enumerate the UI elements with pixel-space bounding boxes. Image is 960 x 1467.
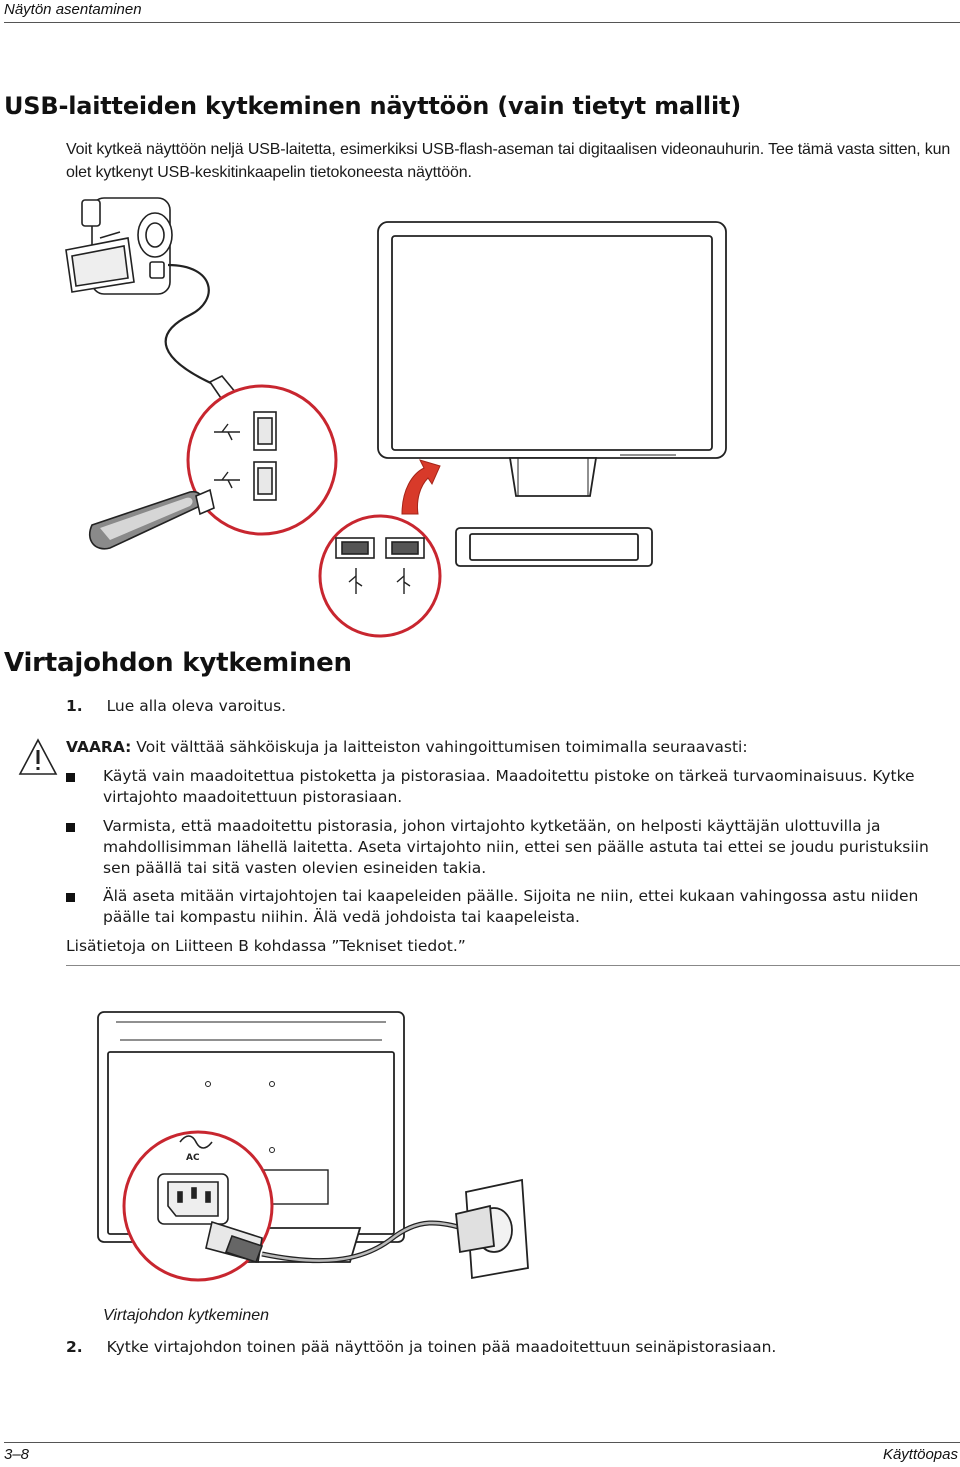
warning-line [66,738,748,756]
camcorder-illustration [66,198,172,294]
bullet-square-icon [66,773,75,782]
warning-text: Voit välttää sähköiskuja ja laitteiston vahingoittumisen toimimalla seuraavasti: [136,738,748,756]
header-divider [4,22,960,23]
usb-flash-drive-illustration [90,490,214,549]
bullet-text: Käytä vain maadoitettua pistoketta ja pistorasiaa. Maadoitettu pistoke on tärkeä turvaominaisuus. Kytke virtajohto maadoitettuun pistorasiaan. [103,767,915,806]
power-section-heading: Virtajohdon kytkeminen [4,648,352,678]
wall-outlet-illustration [456,1180,528,1278]
usb-section-heading: USB-laitteiden kytkeminen näyttöön (vain tietyt mallit) [4,92,742,120]
usb-cable [166,265,215,385]
warning-label: VAARA: [66,738,132,756]
footer-divider [4,1442,960,1443]
step-2 [66,1337,776,1358]
page-number: 3–8 [4,1446,30,1463]
monitor-front-illustration [378,222,726,566]
ac-label: AC [186,1153,200,1163]
bullet-text: Varmista, että maadoitettu pistorasia, johon virtajohto kytketään, on helposti käyttäjän ulottuvilla ja mahdollisimman lähellä laitetta. Aseta virtajohto niin, ettei sen päälle astuta tai ettei se joudu puristuksiin sen päällä tai sitä vasten olevien esineiden takia. [103,817,929,877]
warning-bullet-3 [66,886,946,930]
guide-name: Käyttöopas [882,1446,958,1463]
insert-direction-arrow [402,460,440,514]
warning-triangle-icon [18,738,58,776]
section-divider [66,965,960,966]
usb-connection-figure [0,190,960,630]
more-info-line: Lisätietoja on Liitteen B kohdassa ”Tekniset tiedot.” [66,937,466,955]
step-2-text: Kytke virtajohdon toinen pää näyttöön ja toinen pää maadoitettuun seinäpistorasiaan. [106,1338,777,1356]
step-2-number: 2. [66,1338,83,1356]
figure-caption: Virtajohdon kytkeminen [103,1307,270,1324]
warning-bullet-1 [66,766,946,810]
bottom-ports-callout [320,516,440,636]
bullet-square-icon [66,893,75,902]
step-1 [66,696,286,717]
warning-bullet-2 [66,816,946,880]
bullet-square-icon [66,823,75,832]
step-1-text: Lue alla oleva varoitus. [106,697,287,715]
step-1-number: 1. [66,697,83,715]
power-cord-figure [0,1000,960,1300]
usb-intro-paragraph: Voit kytkeä näyttöön neljä USB-laitetta, esimerkiksi USB-flash-aseman tai digitaalisen videonauhurin. Tee tämä vasta sitten, kun olet kytkenyt USB-keskitinkaapelin tietokoneesta näyttöön. [66,141,951,181]
ac-inlet [158,1174,228,1224]
side-ports-callout [188,386,336,534]
bullet-text: Älä aseta mitään virtajohtojen tai kaapeleiden päälle. Sijoita ne niin, ettei kukaan vahingossa astu niiden päälle tai kompastu niihin. Älä vedä johdoista tai kaapeleista. [103,887,919,926]
running-header-title: Näytön asentaminen [4,1,142,18]
